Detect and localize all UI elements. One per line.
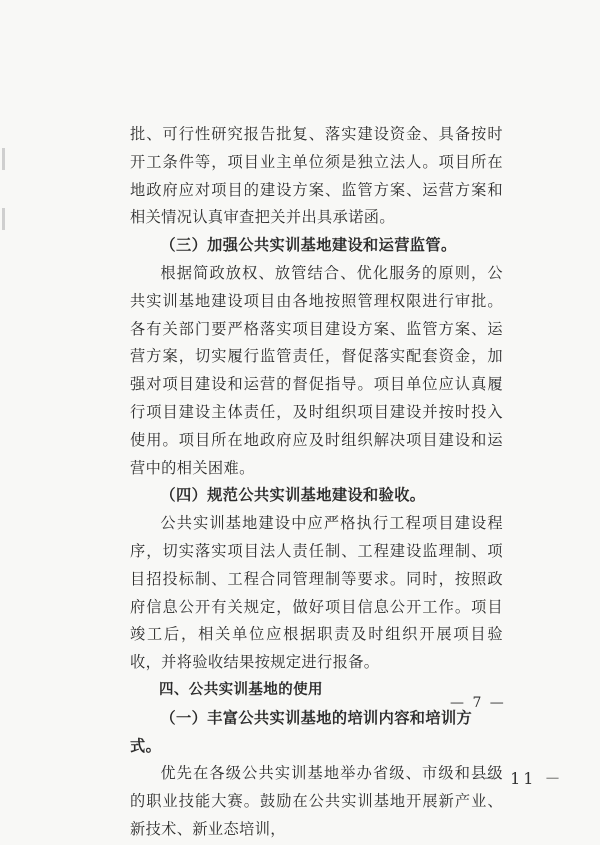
paragraph-body: 根据简政放权、放管结合、优化服务的原则，公共实训基地建设项目由各地按照管理权限进行审批。各有关部门要严格落实项目建设方案、监管方案、运营方案，切实履行监管责任，督促落实配套资金，加强对项目建设和运营的督促指导。项目单位应认真履行项目建设主体责任，及时组织项目建设并按时投入使用。项目所在地政府应及时组织解决项目建设和运营中的相关困难。: [130, 263, 503, 477]
paragraph-continuation: 批、可行性研究报告批复、落实建设资金、具备按时开工条件等，项目业主单位须是独立法人。项目所在地政府应对项目的建设方案、监管方案、运营方案和相关情况认真审查把关并出具承诺函。: [130, 125, 503, 227]
subheading-1: （一）丰富公共实训基地的培训内容和培训方式。: [130, 708, 473, 755]
section-heading-4: 四、公共实训基地的使用: [159, 681, 323, 698]
subheading-4: （四）规范公共实训基地建设和验收。: [160, 486, 426, 505]
inner-page-number: — 7 —: [450, 695, 506, 711]
paragraph-body: 优先在各级公共实训基地举办省级、市级和县级的职业技能大赛。鼓励在公共实训基地开展新产业、新技术、新业态培训，: [130, 764, 503, 838]
paragraph-body: 公共实训基地建设中应严格执行工程项目建设程序，切实落实项目法人责任制、工程建设监理制、项目招投标制、工程合同管理制等要求。同时，按照政府信息公开有关规定，做好项目信息公开工作。项目竣工后，相关单位应根据职责及时组织开展项目验收，并将验收结果按规定进行报备。: [130, 514, 503, 672]
binding-hole-mark: [2, 208, 5, 230]
subheading-3: （三）加强公共实训基地建设和运营监管。: [160, 236, 457, 255]
document-body: [130, 121, 503, 844]
outer-page-number: － 11 －: [483, 769, 564, 788]
binding-hole-mark: [2, 148, 5, 170]
